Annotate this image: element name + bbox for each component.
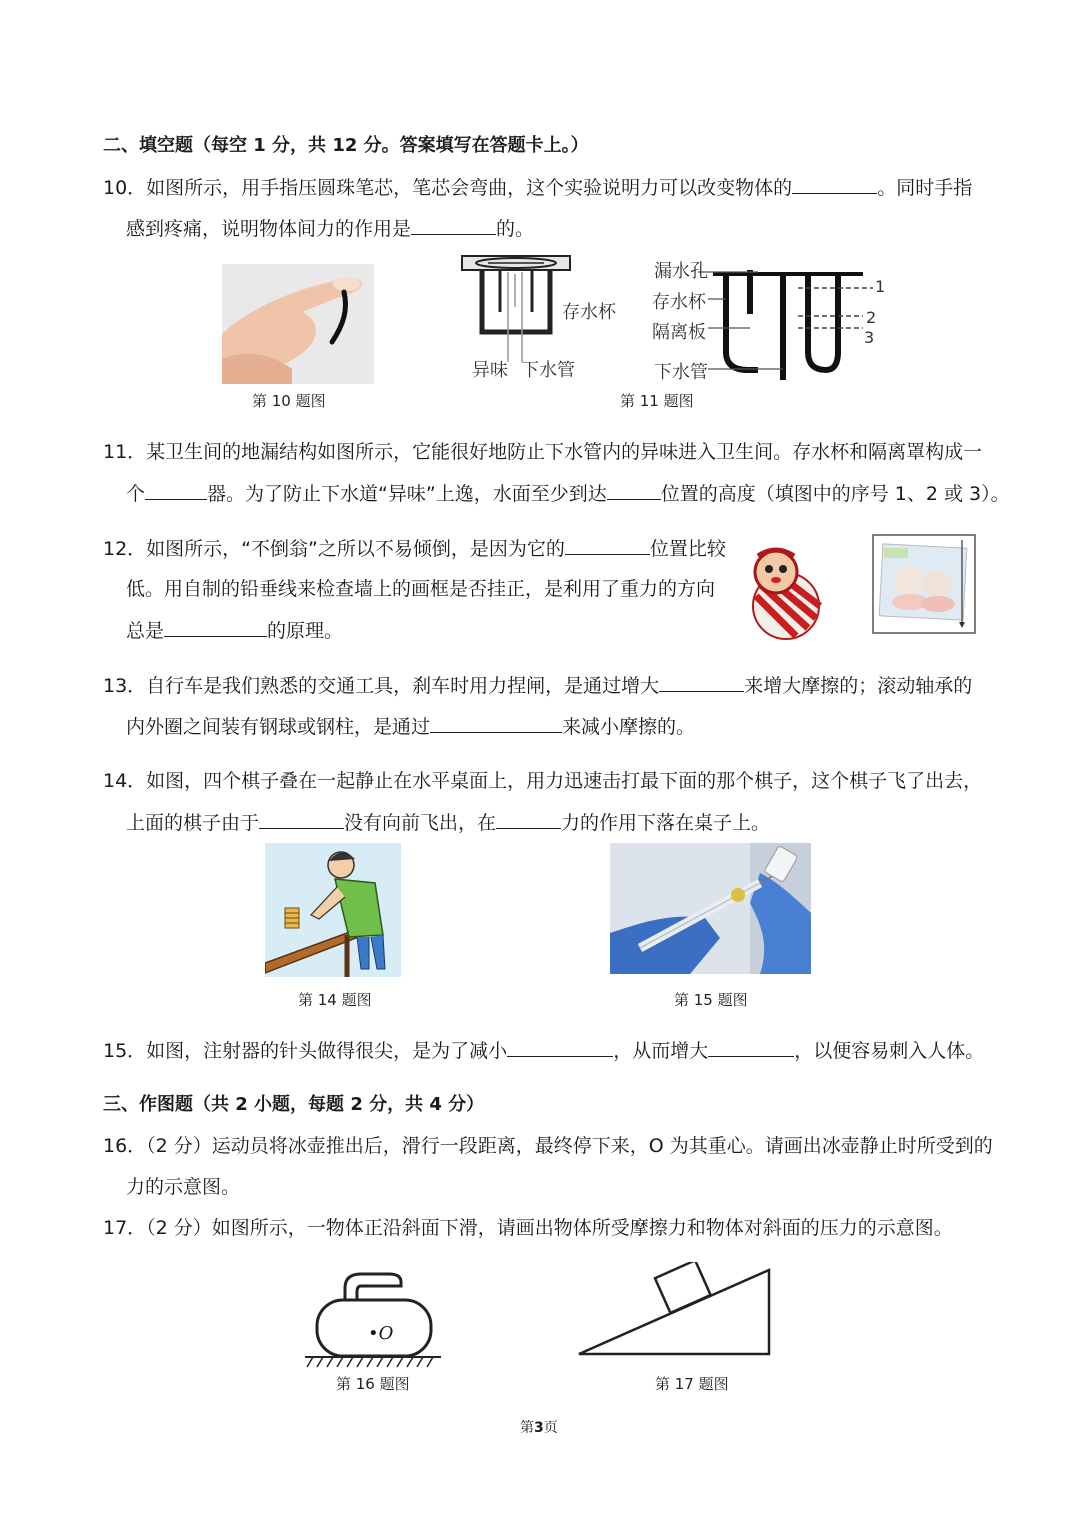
page-num: 3 [534,1420,544,1436]
q15-text-c: ，以便容易刺入人体。 [794,1040,985,1062]
q13-text-c: 内外圈之间装有钢球或钢柱，是通过 [126,716,431,738]
section2-heading: 二、填空题（每空 1 分，共 12 分。答案填写在答题卡上。） [103,135,589,156]
fig11-label-plate: 隔离板 [652,322,706,343]
q10-text-b: 。同时手指 [877,177,973,199]
page-prefix: 第 [520,1420,534,1436]
q15-blank1[interactable] [507,1036,613,1057]
q14-text-a: 上面的棋子由于 [126,812,260,834]
page-number [520,1417,558,1437]
q10-text-a: 10．如图所示，用手指压圆珠笔芯，笔芯会弯曲，这个实验说明力可以改变物体的 [103,177,793,199]
q13-line2 [126,712,695,741]
fig12-picture-frame [872,534,976,634]
fig14-caption: 第 14 题图 [298,991,372,1009]
q11-text-b: 器。为了防止下水道“异味”上逸，水面至少到达 [207,483,607,505]
q15-line1 [103,1036,984,1065]
fig12-tumbler-doll [738,544,826,640]
q13-text-b: 来增大摩擦的；滚动轴承的 [744,675,973,697]
q12-line3 [126,616,343,645]
q12-blank1[interactable] [565,534,650,555]
page-suffix: 页 [543,1420,558,1436]
q11-blank2[interactable] [607,479,661,500]
fig16-caption: 第 16 题图 [336,1375,410,1393]
q11-text-c: 位置的高度（填图中的序号 1、2 或 3）。 [660,483,1010,505]
q10-blank1[interactable] [792,173,877,194]
fig10-photo [222,264,374,384]
q10-text-c: 感到疼痛，说明物体间力的作用是 [126,218,412,240]
q13-blank1[interactable] [659,671,744,692]
q14-blank1[interactable] [259,808,344,829]
q12-text-c: 总是 [126,620,165,642]
q12-text-a: 12．如图所示，“不倒翁”之所以不易倾倒，是因为它的 [103,538,565,560]
section3-heading: 三、作图题（共 2 小题，每题 2 分，共 4 分） [103,1094,485,1115]
q11-text-a: 个 [126,483,146,505]
q10-line2 [126,214,534,243]
fig11-label-pipe-left: 下水管 [521,360,575,381]
q14-text-c: 力的作用下落在桌子上。 [561,812,771,834]
q11-line1: 11．某卫生间的地漏结构如图所示，它能很好地防止下水管内的异味进入卫生间。存水杯和隔离罩构成一 [103,441,983,463]
q13-blank2[interactable] [430,712,562,733]
q16-line1: 16．（2 分）运动员将冰壶推出后，滑行一段距离，最终停下来，O 为其重心。请画出冰壶静止时所受到的 [103,1135,993,1157]
q13-text-a: 13．自行车是我们熟悉的交通工具，刹车时用力捏闸，是通过增大 [103,675,660,697]
q14-line1: 14．如图，四个棋子叠在一起静止在水平桌面上，用力迅速击打最下面的那个棋子，这个棋子飞了出去， [103,770,983,792]
fig16-centroid-label: •O [368,1323,394,1344]
q15-text-b: ，从而增大 [613,1040,709,1062]
fig11-num-2: 2 [866,308,877,327]
q10-line1 [103,173,972,202]
q10-blank2[interactable] [411,214,496,235]
q14-text-b: 没有向前飞出，在 [344,812,497,834]
q15-blank2[interactable] [708,1036,794,1057]
q12-line2: 低。用自制的铅垂线来检查墙上的画框是否挂正，是利用了重力的方向 [126,578,716,600]
q12-blank2[interactable] [164,616,267,637]
fig17-incline [575,1262,775,1358]
fig16-curling-stone [305,1270,441,1370]
q12-text-d: 的原理。 [267,620,344,642]
fig11-caption: 第 11 题图 [620,392,694,410]
fig15-caption: 第 15 题图 [674,991,748,1009]
fig11-label-hole: 漏水孔 [654,261,708,282]
q12-text-b: 位置比较 [649,538,726,560]
q13-text-d: 来减小摩擦的。 [562,716,696,738]
q11-line2 [126,479,1010,508]
q16-line2: 力的示意图。 [126,1176,241,1198]
q10-text-d: 的。 [496,218,535,240]
q14-line2 [126,808,770,837]
q11-blank1[interactable] [145,479,207,500]
fig11-num-3: 3 [864,328,875,347]
q15-text-a: 15．如图，注射器的针头做得很尖，是为了减小 [103,1040,508,1062]
fig11-label-cup-right: 存水杯 [652,292,706,313]
fig11-label-cup-left: 存水杯 [562,302,616,323]
q12-line1 [103,534,726,563]
fig17-caption: 第 17 题图 [655,1375,729,1393]
fig11-label-pipe-right: 下水管 [654,362,708,383]
q13-line1 [103,671,972,700]
q17-line1: 17．（2 分）如图所示，一物体正沿斜面下滑，请画出物体所受摩擦力和物体对斜面的压力的示意图。 [103,1217,953,1239]
q14-blank2[interactable] [496,808,561,829]
fig11-num-1: 1 [875,277,886,296]
fig11-label-odor: 异味 [472,360,508,381]
fig15-photo [610,843,811,974]
fig10-caption: 第 10 题图 [252,392,326,410]
fig14-illustration [265,843,401,977]
